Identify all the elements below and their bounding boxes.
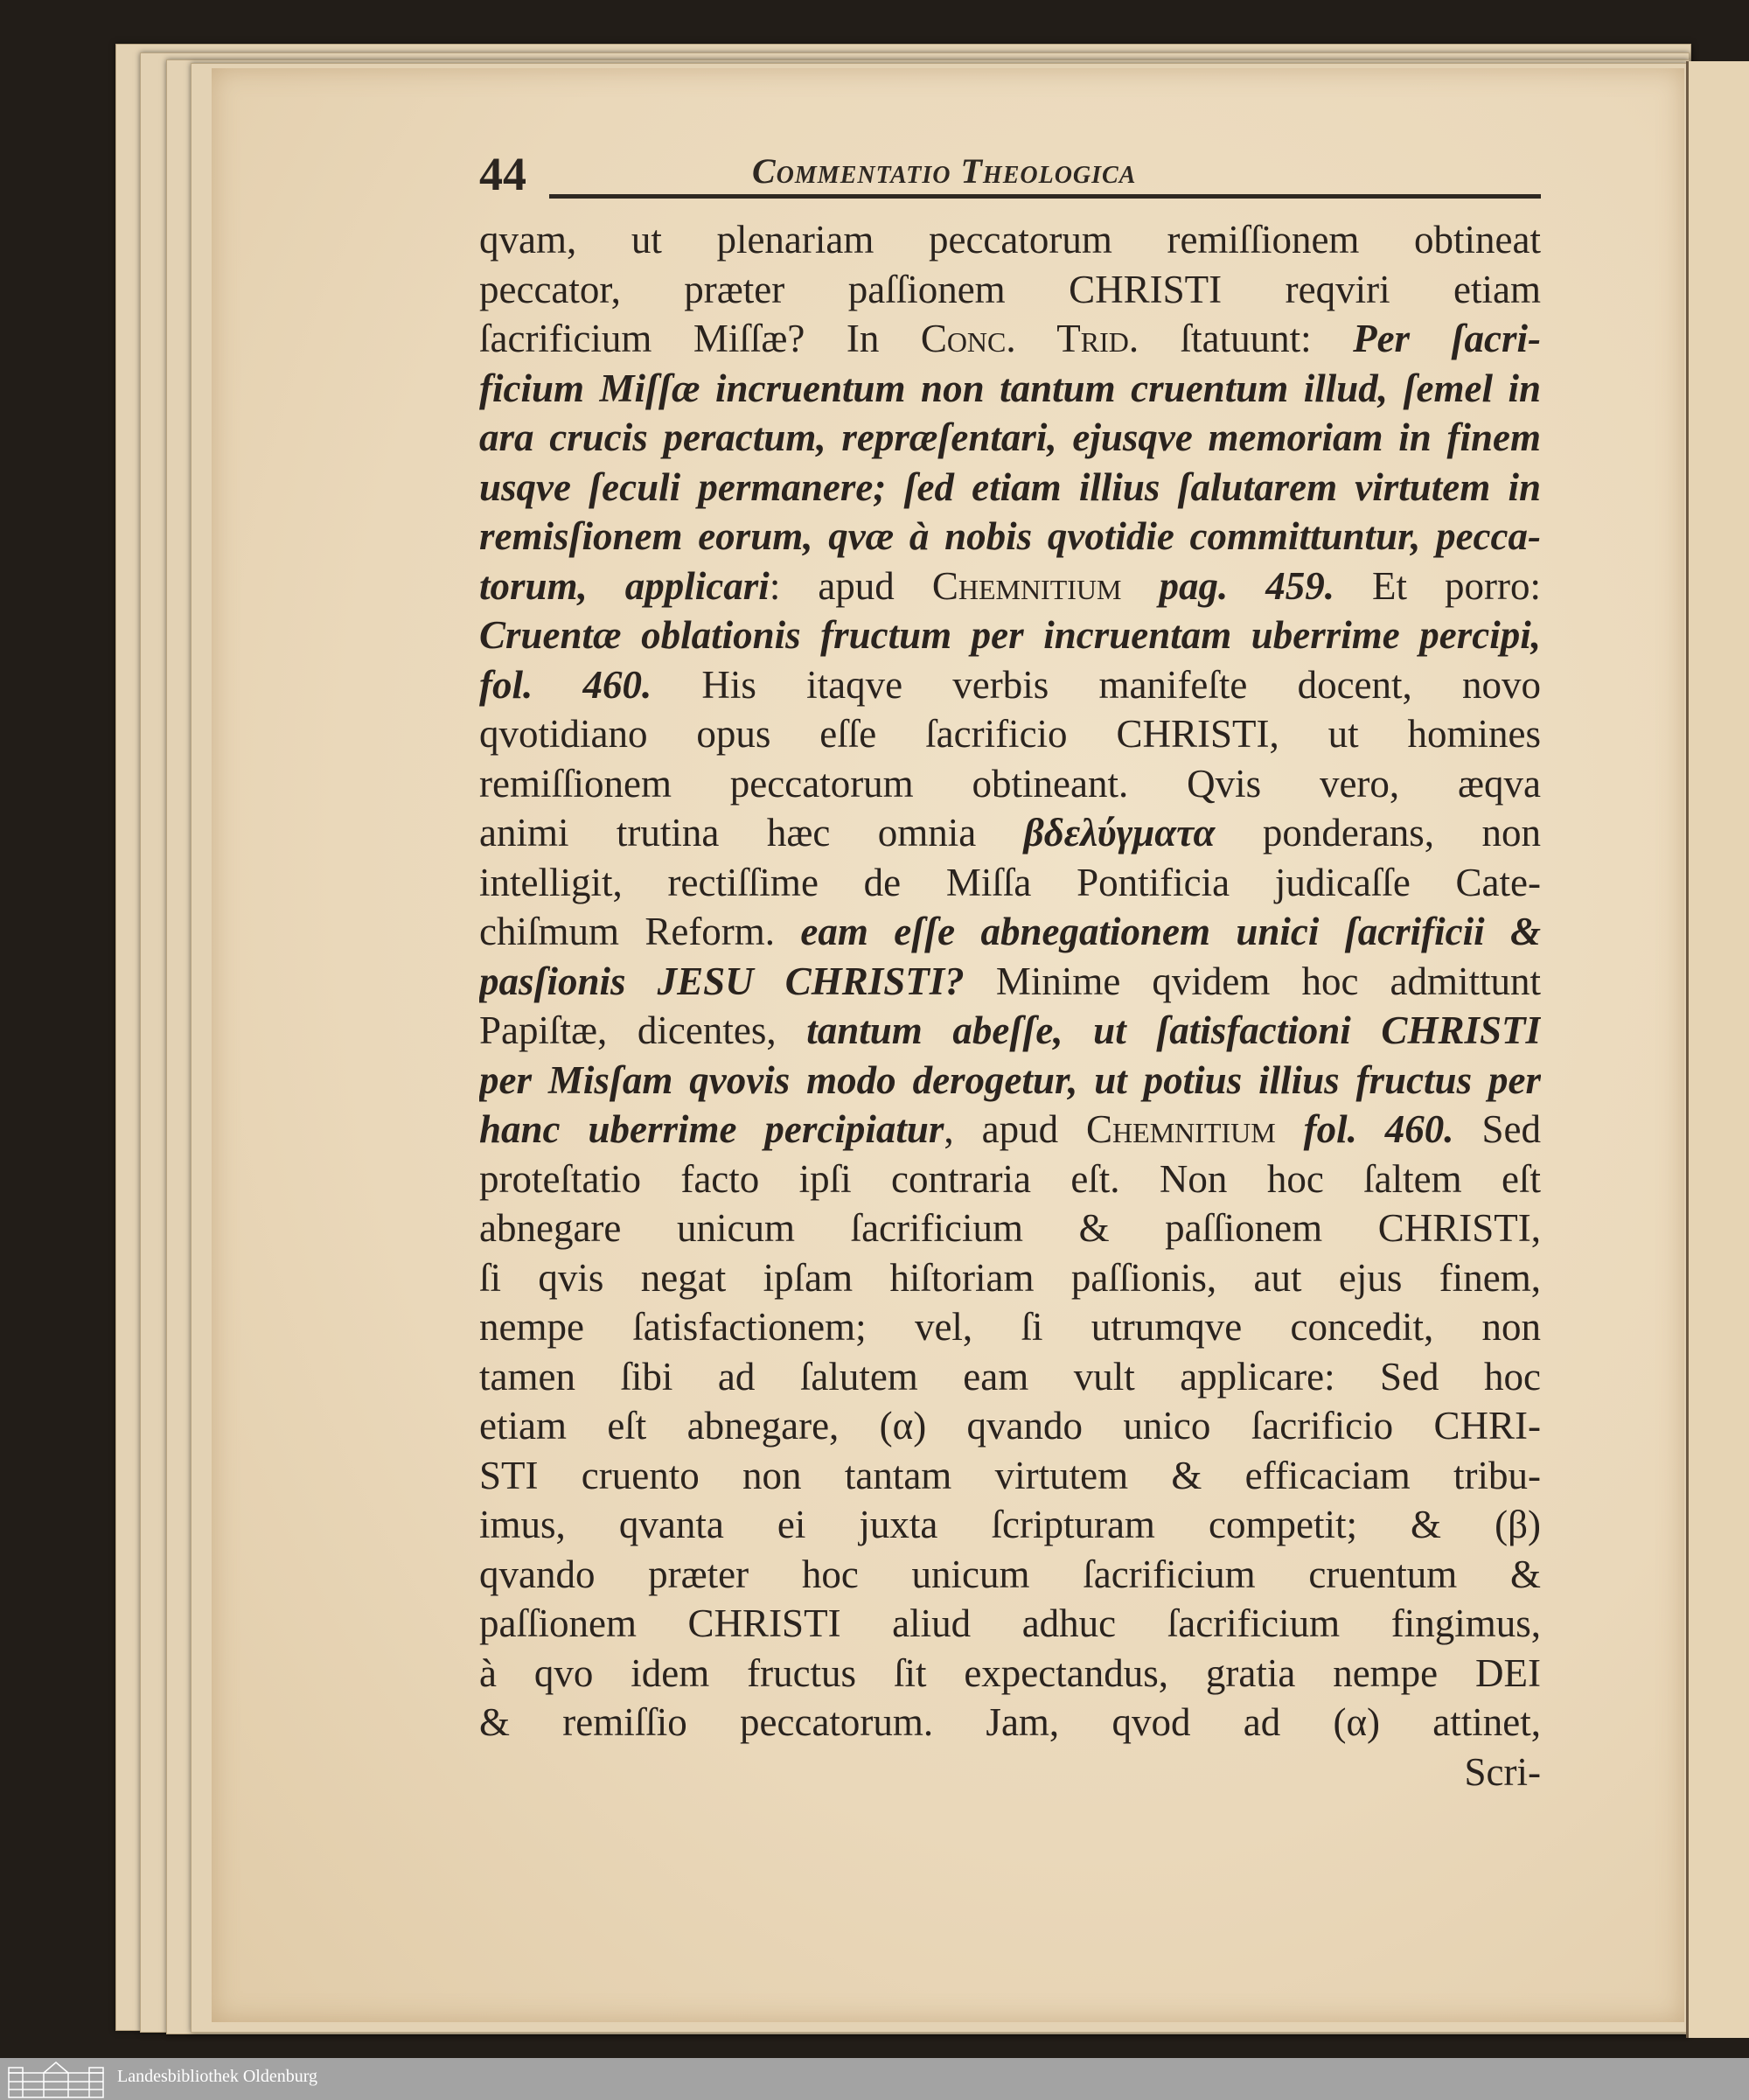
text-line <box>479 1155 1541 1204</box>
text-line <box>479 907 1541 957</box>
text-line <box>479 413 1541 463</box>
text-line <box>479 660 1541 710</box>
text-line <box>479 1401 1541 1451</box>
italic-text: tantum abeſſe, ut ſatisfactioni CHRISTI <box>806 1008 1541 1052</box>
text-line <box>479 1500 1541 1550</box>
roman-text: proteſtatio facto ipſi contraria eſt. Non hoc ſaltem eſt <box>479 1156 1541 1201</box>
italic-text: βδελύγματα <box>1023 811 1216 855</box>
roman-text: ſi qvis negat ipſam hiſtoriam paſſionis, aut ejus finem, <box>479 1255 1541 1300</box>
text-line <box>479 1203 1541 1253</box>
text-line <box>479 808 1541 858</box>
catchword: Scri- <box>1464 1749 1541 1794</box>
text-line <box>479 759 1541 809</box>
italic-text: pag. 459. <box>1121 563 1335 608</box>
text-line <box>479 1352 1541 1402</box>
facing-page-edge <box>1686 61 1749 2038</box>
text-line <box>479 265 1541 315</box>
roman-text: qvotidiano opus eſſe ſacrificio CHRISTI, ut homines <box>479 712 1541 756</box>
italic-text: fol. 460. <box>1275 1107 1454 1151</box>
text-line <box>479 562 1541 611</box>
roman-text: Papiſtæ, dicentes, <box>479 1008 807 1052</box>
italic-text: remisſionem eorum, qvæ à nobis qvotidie committuntur, pecca- <box>479 514 1541 558</box>
text-line <box>479 1253 1541 1303</box>
roman-text: Sed <box>1453 1107 1541 1151</box>
italic-text: per Misſam qvovis modo derogetur, ut potius illius fructus per <box>479 1057 1541 1102</box>
text-line <box>479 1550 1541 1600</box>
roman-text: paſſionem CHRISTI aliud adhuc ſacrificium fingimus, <box>479 1601 1541 1645</box>
text-line <box>479 1302 1541 1352</box>
roman-text: peccator, præter paſſionem CHRISTI reqviri etiam <box>479 267 1541 311</box>
footer-bar <box>0 2058 1749 2100</box>
text-line <box>479 1056 1541 1106</box>
text-line <box>479 1649 1541 1699</box>
roman-text: & remiſſio peccatorum. Jam, qvod ad (α) attinet, <box>479 1700 1541 1744</box>
roman-text: His itaqve verbis manifeſte docent, novo <box>652 662 1541 707</box>
roman-text: tamen ſibi ad ſalutem eam vult applicare: Sed hoc <box>479 1354 1541 1399</box>
text-line <box>479 1451 1541 1501</box>
roman-text: chiſmum Reform. <box>479 910 801 953</box>
text-line <box>479 1006 1541 1056</box>
italic-text: eam eſſe abnegationem unici ſacrificii & <box>800 910 1541 953</box>
roman-text: remiſſionem peccatorum obtineant. Qvis vero, æqva <box>479 761 1541 806</box>
roman-text: animi trutina hæc omnia <box>479 811 1024 855</box>
text-line <box>479 709 1541 759</box>
italic-text: Cruentæ oblationis fructum per incruentam uberrime percipi, <box>479 613 1541 657</box>
roman-text: à qvo idem fructus ſit expectandus, gratia nempe DEI <box>479 1650 1541 1695</box>
italic-text: ficium Miſſæ incruentum non tantum cruentum illud, ſemel in <box>479 366 1541 410</box>
roman-text: imus, qvanta ei juxta ſcripturam competit; & (β) <box>479 1503 1541 1546</box>
text-line <box>479 610 1541 660</box>
roman-text: STI cruento non tantam virtutem & efficaciam tribu- <box>479 1453 1541 1497</box>
roman-text: intelligit, rectiſſime de Miſſa Pontificia judicaſſe Cate- <box>479 860 1541 904</box>
text-line <box>479 957 1541 1007</box>
small-caps-text: Chemnitium <box>1086 1107 1276 1151</box>
italic-text: torum, applicari <box>479 563 770 608</box>
library-building-logo <box>7 2061 105 2099</box>
small-caps-text: Conc. Trid. <box>920 317 1139 360</box>
library-name: Landesbibliothek Oldenburg <box>117 2067 318 2086</box>
body-text <box>479 215 1541 1797</box>
text-line <box>479 1105 1541 1155</box>
roman-text: etiam eſt abnegare, (α) qvando unico ſacrificio CHRI- <box>479 1404 1541 1448</box>
text-line <box>479 1599 1541 1649</box>
roman-text: qvando præter hoc unicum ſacrificium cruentum & <box>479 1552 1541 1596</box>
text-line <box>479 858 1541 908</box>
roman-text: Et porro: <box>1334 563 1541 608</box>
italic-text: ara crucis peractum, repræſentari, ejusqve memoriam in finem <box>479 415 1541 459</box>
text-line <box>479 364 1541 414</box>
roman-text: ſacrificium Miſſæ? In <box>479 317 921 360</box>
roman-text: ſtatuunt: <box>1139 317 1354 360</box>
roman-text: abnegare unicum ſacrificium & paſſionem CHRISTI, <box>479 1206 1541 1250</box>
roman-text: nempe ſatisfactionem; vel, ſi utrumqve concedit, non <box>479 1305 1541 1349</box>
italic-text: hanc uberrime percipiatur <box>479 1107 944 1151</box>
roman-text: ponderans, non <box>1215 811 1541 855</box>
italic-text: fol. 460. <box>479 662 652 707</box>
text-line <box>479 314 1541 364</box>
small-caps-text: Chemnitium <box>931 563 1122 608</box>
text-line <box>479 512 1541 562</box>
roman-text: qvam, ut plenariam peccatorum remiſſionem obtineat <box>479 218 1541 262</box>
page-number: 44 <box>479 148 526 200</box>
header-rule <box>549 194 1541 199</box>
italic-text: usqve ſeculi permanere; ſed etiam illius ſalutarem virtutem in <box>479 464 1541 509</box>
italic-text: pasſionis JESU CHRISTI? <box>479 959 965 1003</box>
roman-text: Minime qvidem hoc admittunt <box>964 959 1541 1003</box>
text-line <box>479 215 1541 265</box>
roman-text: , apud <box>944 1107 1087 1151</box>
roman-text: : apud <box>769 563 932 608</box>
italic-text: Per ſacri- <box>1353 317 1541 360</box>
text-line <box>479 463 1541 513</box>
text-line <box>479 1698 1541 1748</box>
running-title: Commentatio Theologica <box>752 151 1137 191</box>
